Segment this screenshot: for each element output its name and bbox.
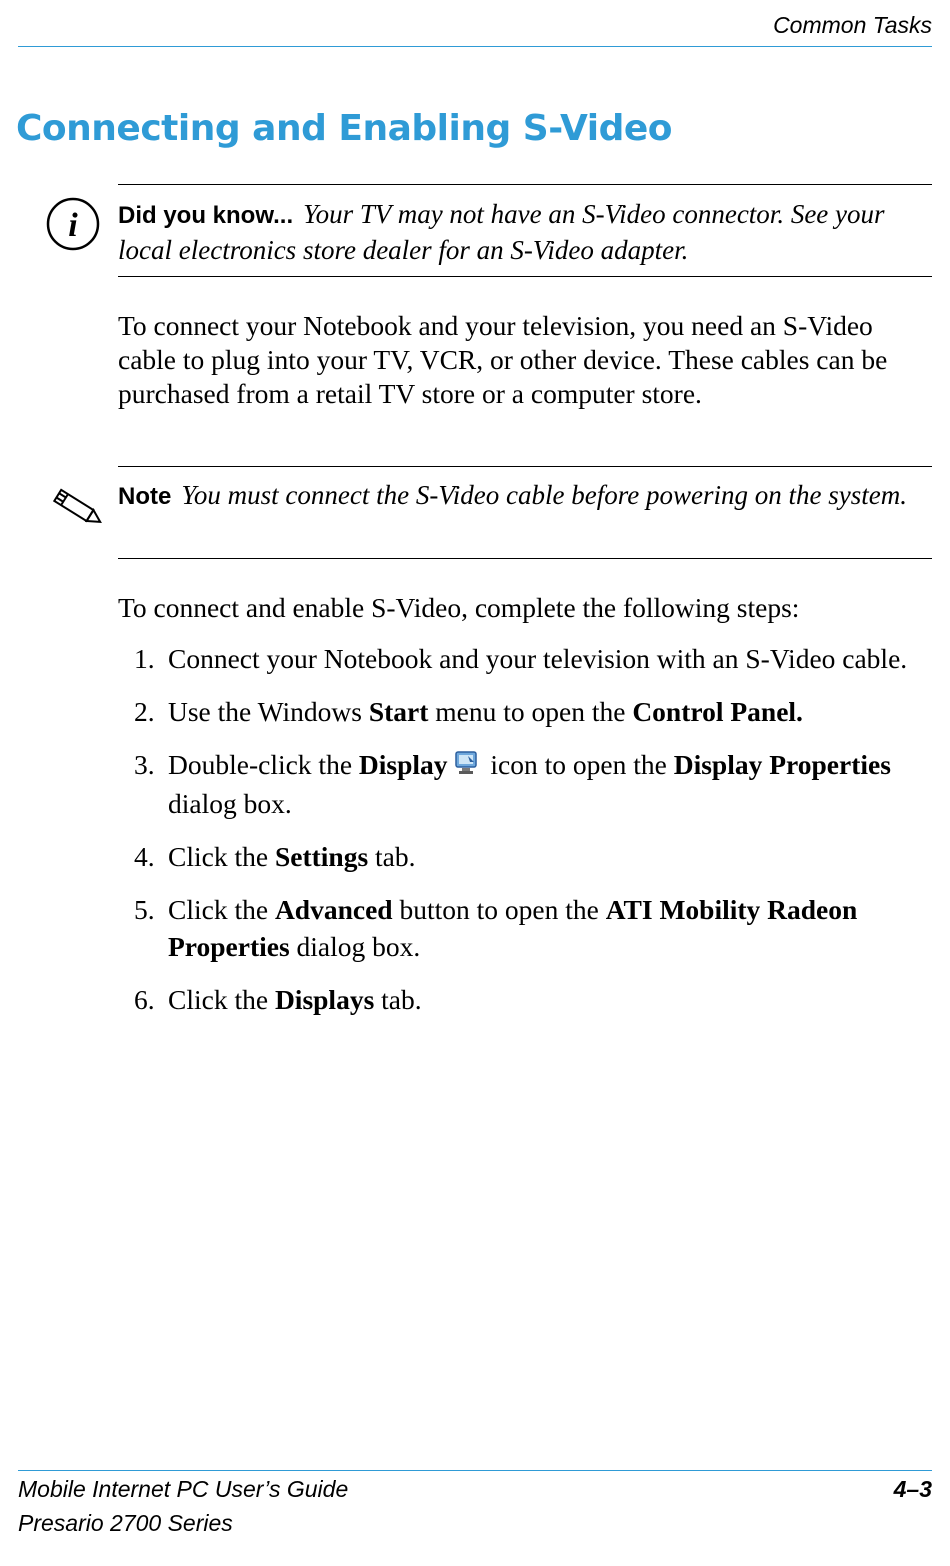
step-item	[118, 981, 932, 1018]
step-text: Click the	[168, 984, 275, 1015]
step-number: 3.	[134, 749, 155, 780]
step-text: tab.	[374, 984, 422, 1015]
step-number: 6.	[134, 984, 155, 1015]
svg-text:i: i	[68, 207, 78, 244]
footer-guide-title: Mobile Internet PC User’s Guide	[18, 1476, 349, 1502]
note-bottom-rule	[118, 558, 932, 559]
step-item	[118, 891, 932, 965]
step-text: Click the	[168, 841, 275, 872]
ui-term-settings: Settings	[274, 841, 369, 872]
step-number: 4.	[134, 841, 155, 872]
note-label: Note	[118, 483, 172, 510]
did-you-know-label: Did you know...	[118, 202, 294, 229]
header-rule	[18, 46, 932, 47]
step-text: Connect your Notebook and your television with an S-Video cable.	[168, 643, 908, 674]
note-callout	[118, 478, 932, 514]
step-text: menu to open the	[428, 696, 633, 727]
callout-bottom-rule	[118, 276, 932, 277]
ui-term-display: Display	[358, 749, 448, 780]
pencil-icon	[48, 484, 106, 537]
step-text: Click the	[168, 894, 275, 925]
steps-intro: To connect and enable S-Video, complete the following steps:	[118, 592, 800, 623]
ui-term-display-properties: Display Properties	[673, 749, 891, 780]
did-you-know-callout	[118, 197, 932, 267]
ui-term-advanced: Advanced	[274, 894, 393, 925]
ui-term-start: Start	[368, 696, 429, 727]
step-text: icon to open the	[483, 749, 674, 780]
step-number: 1.	[134, 643, 155, 674]
step-item	[118, 838, 932, 875]
ui-term-control-panel: Control Panel.	[632, 696, 803, 727]
step-text: tab.	[368, 841, 416, 872]
step-text: Use the Windows	[168, 696, 369, 727]
step-item	[118, 746, 932, 822]
intro-paragraph: To connect your Notebook and your television, you need an S-Video cable to plug into your TV, VCR, or other device. These cables can be purchased from a retail TV store or a computer store.	[118, 310, 888, 409]
page-number: 4–3	[893, 1476, 932, 1502]
note-top-rule	[118, 466, 932, 467]
step-number: 5.	[134, 894, 155, 925]
step-number: 2.	[134, 696, 155, 727]
note-text: You must connect the S-Video cable before powering on the system.	[181, 480, 907, 510]
ui-term-displays: Displays	[274, 984, 375, 1015]
ui-term-ati-properties: ATI Mobility Radeon Properties	[168, 894, 858, 962]
step-text: Double-click the	[168, 749, 359, 780]
callout-top-rule	[118, 184, 932, 185]
info-icon	[46, 197, 100, 256]
step-item	[118, 640, 932, 677]
step-text: dialog box.	[289, 931, 421, 962]
step-item	[118, 693, 932, 730]
footer-rule	[18, 1470, 932, 1471]
did-you-know-text: Your TV may not have an S-Video connector. See your local electronics store dealer for an S-Video adapter.	[118, 199, 885, 265]
running-header: Common Tasks	[773, 12, 932, 38]
footer-series: Presario 2700 Series	[18, 1510, 233, 1536]
step-text: dialog box.	[168, 788, 292, 819]
steps-list	[118, 640, 932, 1018]
display-icon	[454, 748, 480, 785]
section-title: Connecting and Enabling S-Video	[16, 108, 673, 149]
step-text: button to open the	[392, 894, 606, 925]
